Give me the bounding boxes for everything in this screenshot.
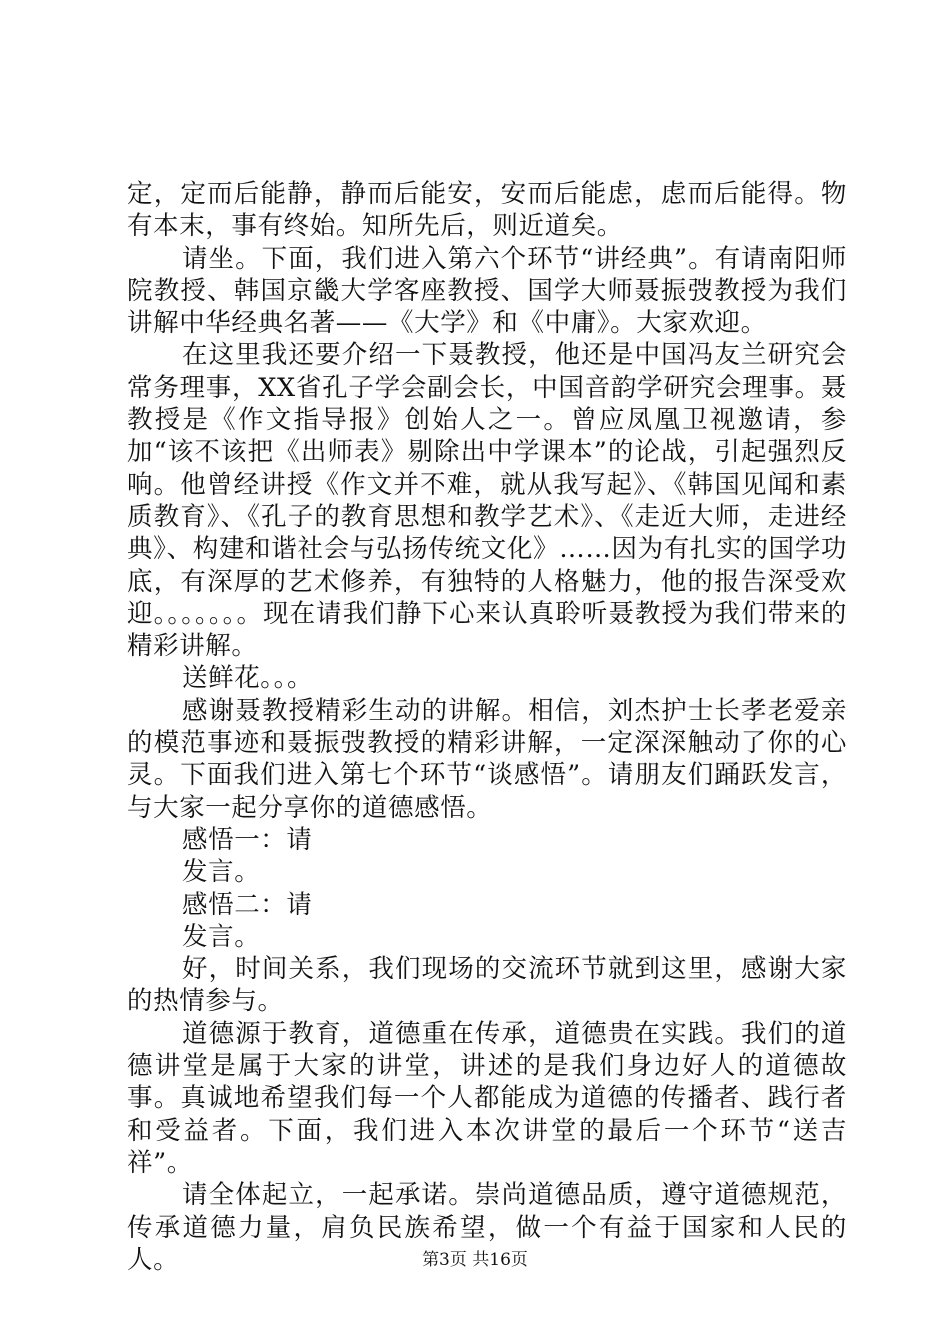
paragraph: 发言。 [182,857,261,888]
paragraph: 感悟二：请 [182,889,313,920]
paragraph: 请坐。下面，我们进入第六个环节“讲经典”。有请南阳师院教授、韩国京畿大学客座教授、国学大师聂振弢教授为我们讲解中华经典名著——《大学》和《中庸》。大家欢迎。 [127,243,847,339]
paragraph: 发言。 [182,921,261,952]
paragraph: 送鲜花。。。 [182,663,314,694]
paragraph: 好，时间关系，我们现场的交流环节就到这里，感谢大家的热情参与。 [127,954,847,1017]
paragraph: 定，定而后能静，静而后能安，安而后能虑，虑而后能得。物有本末，事有终始。知所先后，则近道矣。 [127,179,847,242]
paragraph: 道德源于教育，道德重在传承，道德贵在实践。我们的道德讲堂是属于大家的讲堂，讲述的是我们身边好人的道德故事。真诚地希望我们每一个人都能成为道德的传播者、践行者和受益者。下面，我们进入本次讲堂的最后一个环节“送吉祥”。 [127,1018,847,1178]
paragraph: 感谢聂教授精彩生动的讲解。相信，刘杰护士长孝老爱亲的模范事迹和聂振弢教授的精彩讲解，一定深深触动了你的心灵。下面我们进入第七个环节“谈感悟”。请朋友们踊跃发言，与大家一起分享你的道德感悟。 [127,695,847,823]
page-number-footer: 第3页 共16页 [422,1250,528,1270]
paragraph: 请全体起立，一起承诺。崇尚道德品质，遵守道德规范，传承道德力量，肩负民族希望，做一个有益于国家和人民的人。 [127,1180,847,1275]
paragraph: 感悟一：请 [182,824,313,855]
paragraph: 在这里我还要介绍一下聂教授，他还是中国冯友兰研究会常务理事，XX省孔子学会副会长，中国音韵学研究会理事。聂教授是《作文指导报》创始人之一。曾应凤凰卫视邀请，参加“该不该把《出师表》剔除出中学课本”的论战，引起强烈反响。他曾经讲授《作文并不难，就从我写起》、《韩国见闻和素质教育》、《孔子的教育思想和教学艺术》、《走近大师，走进经典》、构建和谐社会与弘扬传统文化》……因为有扎实的国学功底，有深厚的艺术修养，有独特的人格魅力，他的报告深受欢迎。。。。。。。现在请我们静下心来认真聆听聂教授为我们带来的精彩讲解。 [127,340,847,662]
document-body [127,178,847,1276]
